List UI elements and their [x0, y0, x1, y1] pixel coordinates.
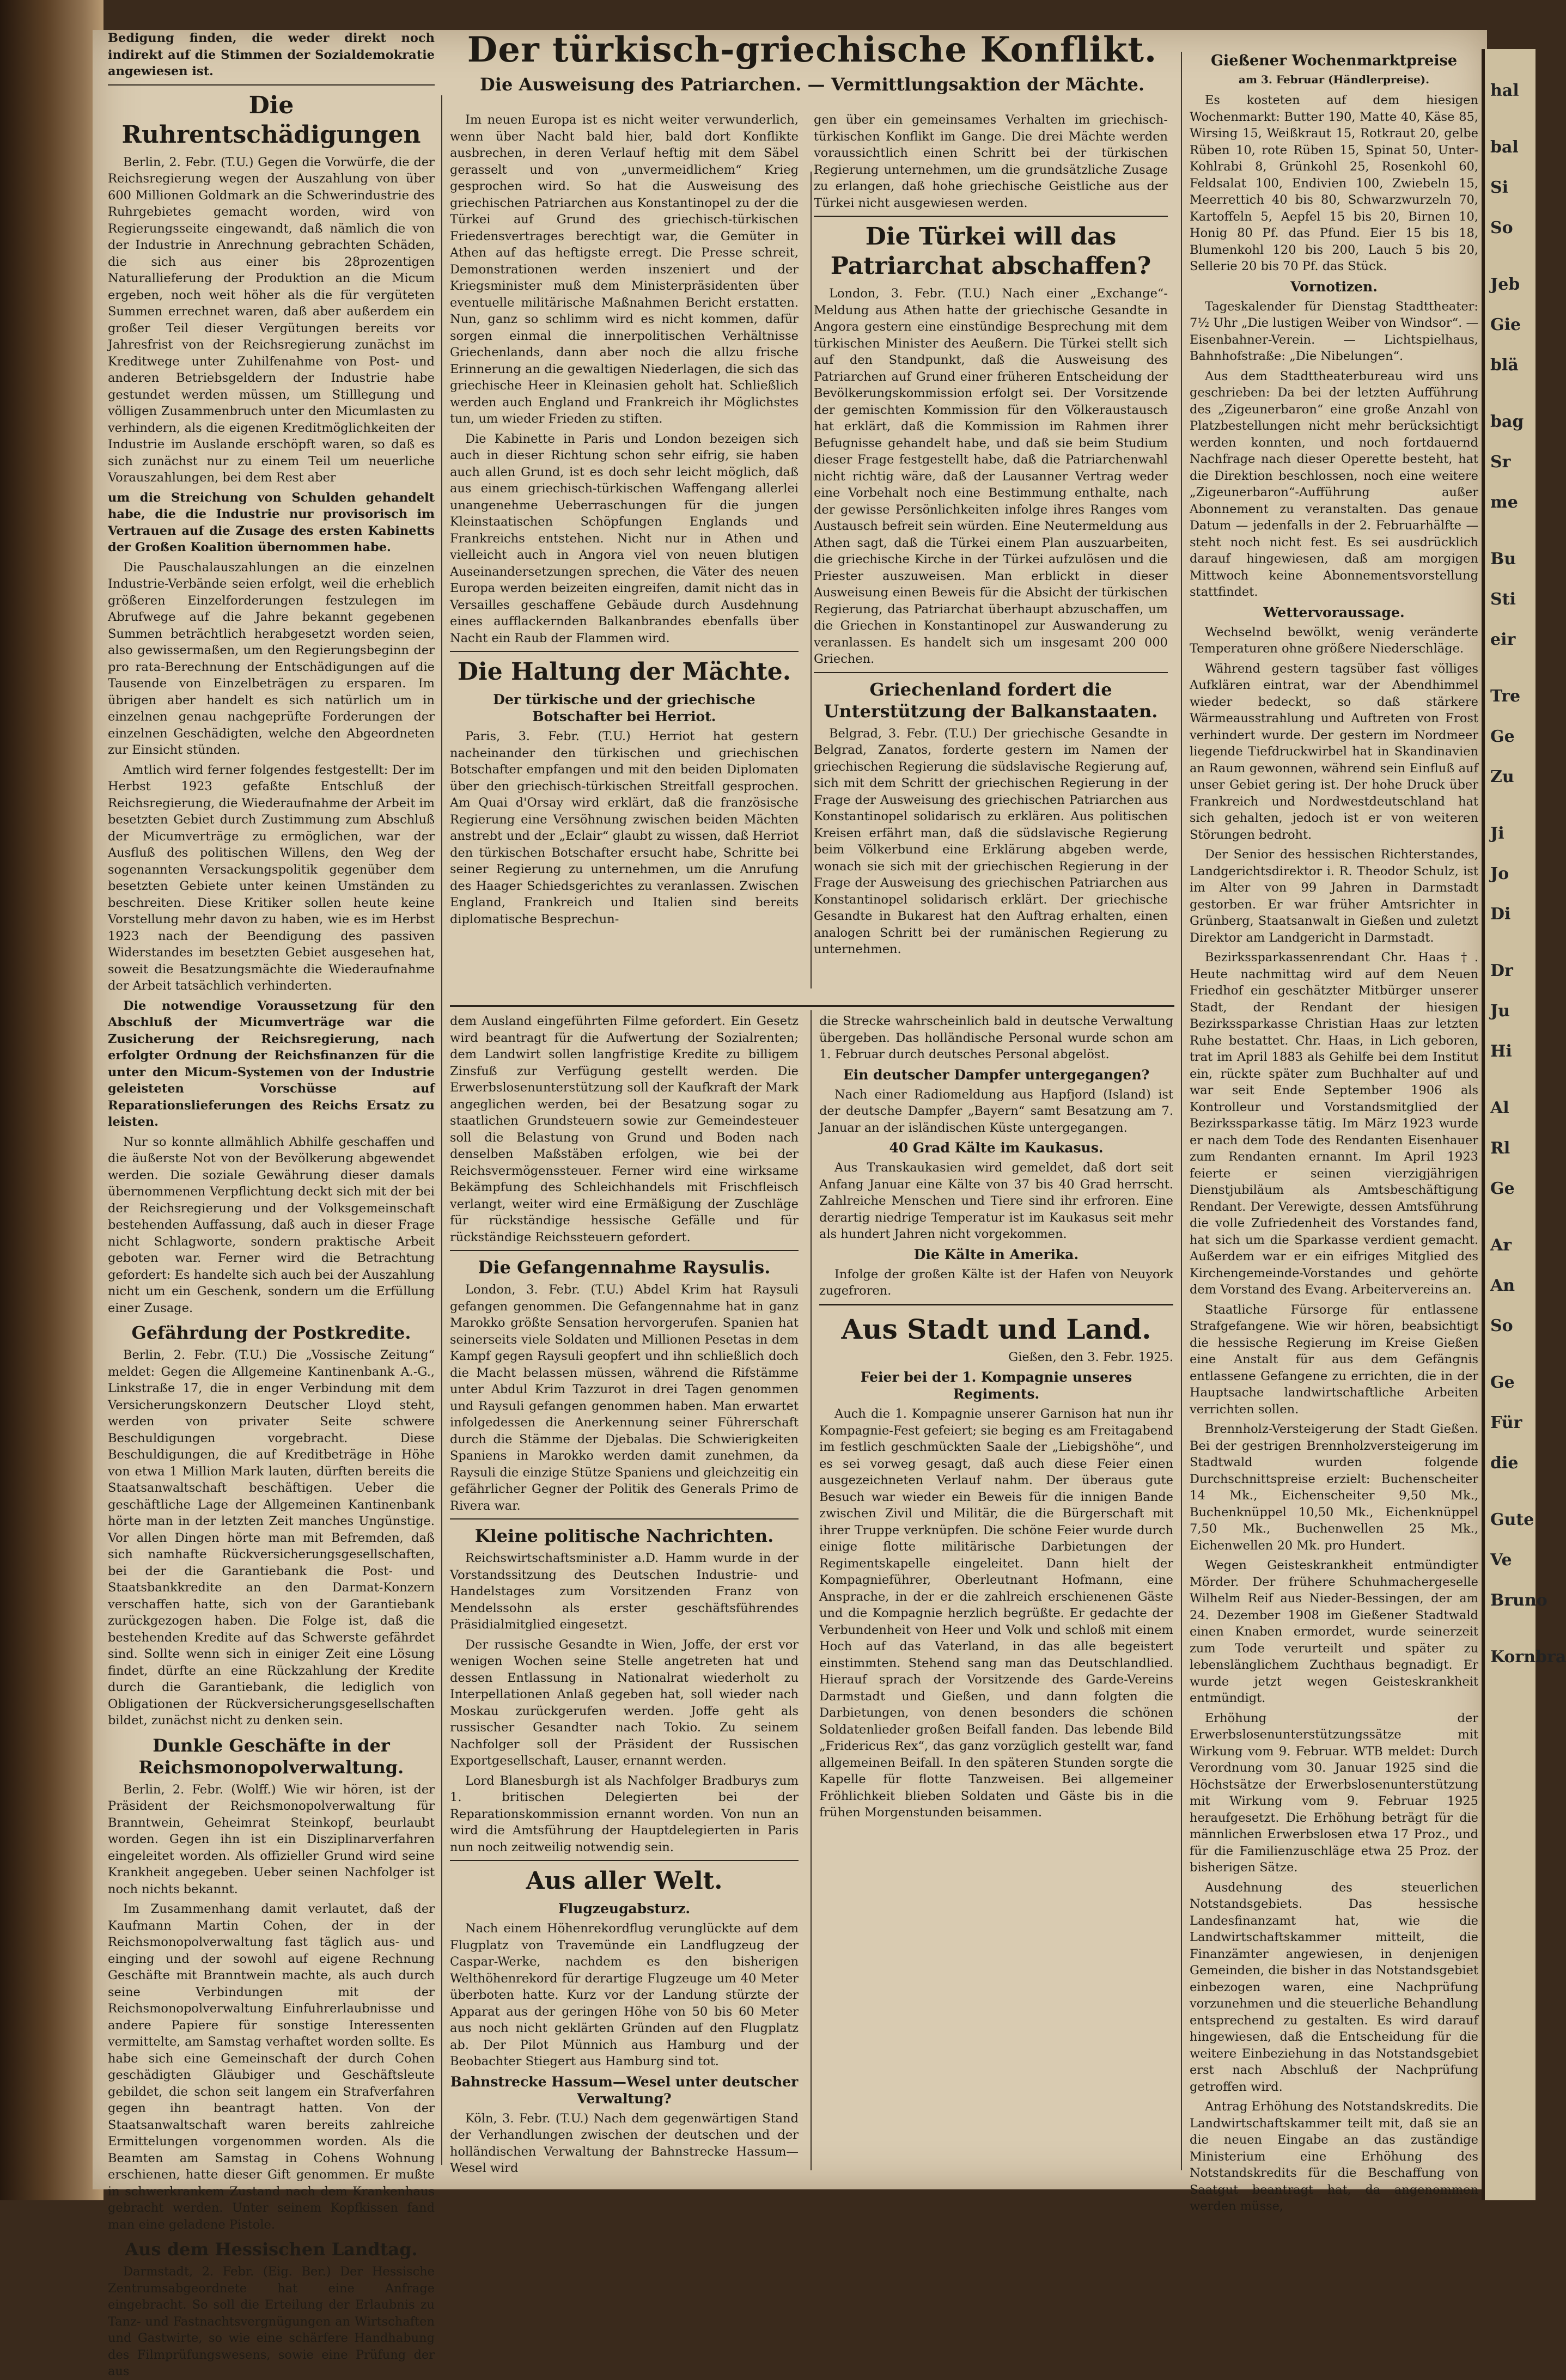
article-text: Die Kabinette in Paris und London bezeigen sich auch in dieser Richtung schon sehr eifrig, sie haben auch allen Grund, ist es doch sehr leicht möglich, daß aus einem griechisch-türkischen Waffengang allerlei unangenehme Ueberraschungen für die jungen Kleinstaatischen Schöpfungen Englands und Frankreichs entstehen. Nicht nur in Athen und vielleicht auch in Angora viel von neuen blutigen Auseinandersetzungen sprechen, die Väter des neuen Europa werden beizeiten eingreifen, damit nicht das in Versailles geschaffene Gebäude durch Ausdehnung eines aufflackernden Balkanbrandes ebenfalls über Nacht ein Raub der Flammen wird.: [450, 431, 799, 645]
adjacent-page-fragment: Bu: [1490, 550, 1516, 569]
article-text: Reichswirtschaftsminister a.D. Hamm wurde in der Vorstandssitzung des Deutschen Industrie- und Handelstages zum Vorsitzenden Franz von Mendelssohn als erster geschäftsführendes Präsidialmitglied eingesetzt.: [450, 1551, 799, 1632]
lead-col-right: [814, 112, 1168, 961]
adjacent-page-fragment: blä: [1490, 356, 1519, 375]
article-text: Der russische Gesandte in Wien, Joffe, der erst vor wenigen Wochen seine Stelle angetreten hat und dessen Entlassung in Nationalrat wiederholt zu Interpellationen Anlaß gegeben hat, soll wieder nach Moskau zurückgerufen werden. Joffe geht als russischer Gesandter nach Tokio. Zu seinem Nachfolger soll der Präsident der Russischen Exportgesellschaft, Lauser, ernannt werden.: [450, 1637, 799, 1768]
adjacent-page-fragment: Jeb: [1490, 275, 1520, 294]
column-rule: [811, 1010, 812, 2170]
adjacent-page-fragment: Si: [1490, 178, 1509, 197]
adjacent-page-fragment: Ji: [1490, 824, 1504, 843]
article-text: Nur so konnte allmählich Abhilfe geschaffen und die äußerste Not von der Bevölkerung abgewendet werden. Die soziale Gewährung dieser damals übernommenen Verpflichtung deckt sich mit der bei der Reichsregierung und der Volksgemeinschaft bestehenden Auffassung, daß auch in dieser Frage nicht Schlagworte, sondern praktische Arbeit geboten war. Ferner wird die Betrachtung gefordert: Es handelte sich auch bei der Auszahlung nicht um ein Geschenk, sondern um die Erfüllung einer Zusage.: [108, 1134, 435, 1315]
article-text: Auch die 1. Kompagnie unserer Garnison hat nun ihr Kompagnie-Fest gefeiert; sie beging es am Freitagabend im festlich geschmückten Saale der „Liebigshöhe“, und es sei vorweg gesagt, daß auch diese Feier einen ausgezeichneten Verlauf nahm. Der überaus gute Besuch war wieder ein Beweis für die innigen Bande zwischen Zivil und Militär, die die Bürgerschaft mit ihrer Truppe verknüpfen. Die schöne Feier wurde durch einige flotte militärische Darbietungen der Regimentskapelle eingeleitet. Dann hielt der Kompagnieführer, Oberleutnant Hofmann, eine Ansprache, in der er die zahlreich erschienenen Gäste und die Kompagnie herzlich begrüßte. Er gedachte der Verbundenheit von Heer und Volk und schloß mit einem Hoch auf das Vaterland, in das alle begeistert einstimmten. Stehend sang man das Deutschlandlied. Hierauf sprach der Vorsitzende des Garde-Vereins Darmstadt und Gießen, und dann folgten die Darbietungen, von denen besonders die schönen Soldatenlieder großen Beifall fanden. Das lebende Bild „Fridericus Rex“, das ganz vorzüglich gestellt war, fand allgemeinen Beifall. In den späteren Stunden sorgte die Kapelle für flotte Tanzweisen. Bei allgemeiner Fröhlichkeit blieben Soldaten und Gäste bis in die frühen Morgenstunden beisammen.: [819, 1407, 1173, 1820]
headline-lead: Der türkisch-griechische Konflikt.: [467, 29, 1157, 70]
article-text: Berlin, 2. Febr. (T.U.) Die „Vossische Zeitung“ meldet: Gegen die Allgemeine Kantinenbank A.-G., Linkstraße 17, die in enger Verbindung mit dem Versicherungskonzern Deutscher Lloyd steht, werden von privater Seite schwere Beschuldigungen vorgebracht. Diese Beschuldigungen, die auf Kreditbeträge in Höhe von etwa 1 Million Mark lauten, dürften bereits die Staatsanwaltschaft beschäftigen. Ueber die geschäftliche Lage der Allgemeinen Kantinenbank hörte man in der letzten Zeit manches Ungünstige. Vor allen Dingen hörte man mit Befremden, daß sich namhafte Rückversicherungsgesellschaften, bei der die Garantiebank die Post- und Staatsbankkredite an den Darmat-Konzern verschaffen hatte, sich von der Garantiebank zurückgezogen haben. Die Folge ist, daß die bestehenden Kredite auf das Schwerste gefährdet sind. Sollte wenn sich in einiger Zeit eine Lösung findet, dürfte an eine Rückzahlung der Kredite durch die Garantiebank, die lediglich von Obligationen der Rückversicherungsgesellschaften bildet, zunächst nicht zu denken sein.: [108, 1348, 435, 1728]
article-text: Ausdehnung des steuerlichen Notstandsgebiets. Das hessische Landesfinanzamt hat, wie die Landwirtschaftskammer mitteilt, die Finanzämter angewiesen, in denjenigen Gemeinden, die bisher in das Notstandsgebiet einbezogen waren, eine Nachprüfung vorzunehmen und die steuerliche Behandlung entsprechend zu gestalten. Es wird darauf hingewiesen, daß die Entscheidung für die weitere Einbeziehung in das Notstandsgebiet erst nach Abschluß der Nachprüfung getroffen wird.: [1190, 1880, 1478, 2094]
adjacent-page-fragment: Gie: [1490, 315, 1521, 334]
article-text: Paris, 3. Febr. (T.U.) Herriot hat gestern nacheinander den türkischen und griechischen Botschafter empfangen und mit den beiden Diplomaten über den griechisch-türkischen Streitfall gesprochen. Am Quai d'Orsay wird erklärt, daß die französische Regierung eine Versöhnung zwischen beiden Mächten anstrebt und der „Eclair“ glaubt zu wissen, daß Herriot den türkischen Botschafter ersucht habe, Schritte bei seiner Regierung zu unternehmen, um die Anrufung des Haager Schiedsgerichtes zu veranlassen. Zwischen England, Frankreich und Italien sind bereits diplomatische Besprechun-: [450, 729, 799, 926]
market-subtitle: am 3. Februar (Händlerpreise).: [1238, 73, 1430, 86]
column-rule: [441, 95, 442, 2165]
adjacent-page-fragment: So: [1490, 1316, 1513, 1335]
dateline: Gießen, den 3. Febr. 1925.: [1008, 1350, 1173, 1364]
article-text: London, 3. Febr. (T.U.) Abdel Krim hat Raysuli gefangen genommen. Die Gefangennahme hat in ganz Marokko größte Sensation hervorgerufen. Spanien hat seinerseits viele Soldaten und Millionen Pesetas in dem Kampf gegen Raysuli geopfert und ihn schließlich doch die Macht belassen müssen, während die Rifstämme unter Abdul Krim Tazzurot in drei Tagen genommen und Raysuli gefangen genommen haben. Man erwartet infolgedessen die Anerkennung seiner Führerschaft durch die Stämme der Djebalas. Die Schwierigkeiten Spaniens in Marokko werden damit zunehmen, da Raysuli die einzige Stütze Spaniens und gleichzeitig ein gefährlicher Gegner der Politik des Generals Primo de Rivera war.: [450, 1283, 799, 1513]
subheadline-dampfer: Ein deutscher Dampfer untergegangen?: [843, 1066, 1150, 1083]
adjacent-page-fragment: Dr: [1490, 961, 1513, 980]
adjacent-page-fragment: Jo: [1490, 864, 1509, 883]
divider: [814, 216, 1168, 217]
article-text: Wegen Geisteskrankheit entmündigter Mörder. Der frühere Schuhmachergeselle Wilhelm Reif aus Nieder-Bessingen, der am 24. Dezember 1908 im Gießener Stadtwald einen Knaben ermordet, wurde seinerzeit zum Tode verurteilt und später zu lebenslänglichem Zuchthaus begnadigt. Er wurde jetzt wegen Geisteskrankheit entmündigt.: [1190, 1558, 1478, 1705]
column-rule: [811, 172, 812, 988]
adjacent-page-fragment: Al: [1490, 1099, 1509, 1118]
headline-landtag: Aus dem Hessischen Landtag.: [125, 2239, 418, 2260]
column-2-lower: [450, 1013, 799, 2184]
article-text: Belgrad, 3. Febr. (T.U.) Der griechische Gesandte in Belgrad, Zanatos, forderte gestern im Namen der griechischen Regierung die südslavische Regierung auf, sich mit dem Schritt der griechischen Regierung in der Frage der Ausweisung des griechischen Patriarchen aus Konstantinopel solidarisch zu erklären. Aus politischen Kreisen erfährt man, daß die südslavische Regierung beim Völkerbund eine Erklärung abgeben werde, wonach sie sich mit der griechischen Regierung in der Frage der Ausweisung des griechischen Patriarchen aus Konstantinopel solidarisch erklärt. Der griechische Gesandte in Bukarest hat den Auftrag erhalten, einen analogen Schritt bei der rumänischen Regierung zu unternehmen.: [814, 726, 1168, 956]
adjacent-page-fragment: Ge: [1490, 1179, 1515, 1198]
divider: [814, 672, 1168, 673]
subheadline-lead: Die Ausweisung des Patriarchen. — Vermittlungsaktion der Mächte.: [480, 74, 1144, 95]
headline-reichsmonopol: Dunkle Geschäfte in der Reichsmonopolverwaltung.: [138, 1735, 404, 1778]
article-text: Im neuen Europa ist es nicht weiter verwunderlich, wenn über Nacht bald hier, bald dort Konflikte ausbrechen, in deren Verlauf heftig mit dem Säbel gerasselt und von „unvermeidlichem“ Krieg gesprochen wird. So hat die Ausweisung des griechischen Patriarchen aus Konstantinopel zu der die Türkei auf Grund des griechisch-türkischen Friedensvertrages berechtigt war, die Gemüter in Athen auf das heftigste erregt. Die Presse schreit, Demonstrationen werden inszeniert und der Kriegsminister muß dem Ministerpräsidenten über eventuelle militärische Maßnahmen Bericht erstatten. Nun, ganz so schlimm wird es nicht kommen, dafür sorgen einmal die innerpolitischen Verhältnisse Griechenlands, dann aber noch die allzu frische Erinnerung an die gewaltigen Niederlagen, die sich das griechische Heer in Kleinasien geholt hat. Schließlich werden auch England und Frankreich ihr Möglichstes tun, um wieder Frieden zu stiften.: [450, 113, 799, 426]
adjacent-page-fragment: me: [1490, 493, 1518, 512]
adjacent-page-fragment: Ge: [1490, 1373, 1515, 1392]
divider: [108, 84, 435, 86]
section-divider: [450, 1005, 1174, 1007]
headline-market: [1190, 52, 1478, 88]
subheadline-haltung: Der türkische und der griechische Botschafter bei Herriot.: [493, 692, 755, 724]
adjacent-page-fragment: Für: [1490, 1413, 1522, 1432]
newspaper-page: [93, 29, 1487, 2378]
subheadline-flugzeug: Flugzeugabsturz.: [558, 1901, 691, 1917]
adjacent-page-edge: [1482, 49, 1566, 2200]
adjacent-page-fragment: bag: [1490, 412, 1524, 431]
adjacent-page-fragments: [1485, 49, 1566, 1667]
article-text: Nach einem Höhenrekordflug verunglückte auf dem Flugplatz von Travemünde ein Landflugzeug der Caspar-Werke, nachdem es den bisherigen Welthöhenrekord für derartige Flugzeuge um 40 Meter überboten hatte. Kurz vor der Landung stürzte der Apparat aus der geringen Höhe von 50 bis 60 Meter aus noch nicht geklärten Gründen auf den Flugplatz ab. Der Pilot Münnich aus Hamburg und der Beobachter Stiegert aus Hamburg sind tot.: [450, 1921, 799, 2068]
column-4: [1190, 30, 1478, 2213]
article-text: die Strecke wahrscheinlich bald in deutsche Verwaltung übergeben. Das holländische Personal wurde schon am 1. Februar durch deutsches Personal abgelöst.: [819, 1014, 1173, 1061]
article-text: Staatliche Fürsorge für entlassene Strafgefangene. Wie wir hören, beabsichtigt die hessische Regierung im Kreise Gießen eine Anstalt für aus dem Gefängnis entlassene Gefangene zu errichten, die in der Hauptsache landwirtschaftliche Arbeiten verrichten sollen.: [1190, 1302, 1478, 1417]
adjacent-page-fragment: eir: [1490, 630, 1516, 649]
adjacent-page-fragment: Tre: [1490, 687, 1521, 706]
subheadline-wetter: Wettervoraussage.: [1263, 604, 1405, 620]
divider: [819, 1304, 1173, 1305]
article-text: Es kosteten auf dem hiesigen Wochenmarkt: Butter 190, Matte 40, Käse 85, Wirsing 15, Weißkraut 15, Rotkraut 20, gelbe Rüben 10, rote Rüben 15, Spinat 50, Unter-Kohlrabi 8, Grünkohl 25, Rosenkohl 60, Feldsalat 100, Endivien 100, Zwiebeln 15, Meerrettich 40 bis 80, Schwarzwurzeln 70, Kartoffeln 5, Aepfel 15 bis 20, Birnen 10, Honig 80 Pf. das Pfund. Eier 15 bis 18, Blumenkohl 120 bis 200, Lauch 5 bis 20, Sellerie 20 bis 70 Pf. das Stück.: [1190, 93, 1478, 273]
headline-welt: Aus aller Welt.: [526, 1867, 723, 1895]
article-text: Die Pauschalauszahlungen an die einzelnen Industrie-Verbände seien erfolgt, weil die erheblich größeren Einzelforderungen festzulegen im Abrufwege auf die Jahre bekannt gegebenen Summen beträchtlich herabgesetzt worden seien, also gewissermaßen, um den Regierungsbeginn der pro rata-Berechnung der Entschädigungen auf die Tausende von Einzelbeträgen zu ersparen. Im übrigen aber handelt es sich natürlich um in einzelnen genau nachgeprüfte Forderungen der einzelnen Geschädigten, welche den Abgeordneten zur Einsicht stünden.: [108, 560, 435, 757]
column-rule: [1181, 52, 1182, 2170]
market-title: Gießener Wochenmarktpreise: [1210, 52, 1457, 69]
divider: [450, 1250, 799, 1251]
article-text: Berlin, 2. Febr. (Wolff.) Wie wir hören, ist der Präsident der Reichsmonopolverwaltung für Branntwein, Geheimrat Steinkopf, beurlaubt worden. Gegen ihn ist ein Disziplinarverfahren eingeleitet worden. Als offizieller Grund wird seine Krankheit angegeben. Ueber seinen Nachfolger ist noch nichts bekannt.: [108, 1782, 435, 1896]
article-text: Tageskalender für Dienstag Stadttheater: 7½ Uhr „Die lustigen Weiber von Windsor“. — Eisenbahner-Verein. — Lichtspielhaus, Bahnhofstraße: „Die Nibelungen“.: [1190, 299, 1478, 363]
article-text-bold: um die Streichung von Schulden gehandelt habe, die die Industrie nur provisorisch im Vertrauen auf die Zusage des ersten Kabinetts der Großen Koalition übernommen habe.: [108, 490, 435, 554]
article-text: Während gestern tagsüber fast völliges Aufklären eintrat, war der Abendhimmel wieder bedeckt, so daß stärkere Wärmeausstrahlung und Auftreten von Frost verhindert wurde. Der gestern im Nordmeer liegende Tiefdruckwirbel hat in Skandinavien an Raum gewonnen, während sein Einfluß auf unser Gebiet gering ist. Der hohe Druck über Frankreich und Nordwestdeutschland hat sich gehalten, jedoch ist er von weiteren Störungen bedroht.: [1190, 661, 1478, 842]
adjacent-page-fragment: Sti: [1490, 590, 1516, 609]
adjacent-page-fragment: Ve: [1490, 1551, 1512, 1570]
lead-col-left: [450, 112, 799, 931]
adjacent-page-fragment: So: [1490, 218, 1513, 237]
adjacent-page-fragment: Ge: [1490, 727, 1515, 746]
subheadline-amerika: Die Kälte in Amerika.: [913, 1246, 1079, 1262]
adjacent-page-fragment: Kornbra: [1490, 1647, 1566, 1667]
adjacent-page-fragment: Di: [1490, 905, 1511, 924]
headline-griechenland: Griechenland fordert die Unterstützung der Balkanstaaten.: [824, 679, 1158, 722]
column-3-lower: [819, 1013, 1173, 2184]
article-text: Erhöhung der Erwerbslosenunterstützungssätze mit Wirkung vom 9. Februar. WTB meldet: Durch Verordnung vom 30. Januar 1925 sind die Höchstsätze der Erwerbslosenunterstützung mit Wirkung vom 9. Februar 1925 heraufgesetzt. Die Erhöhung beträgt für die männlichen Erwerbslosen etwa 17 Proz., und für die Familienzuschläge etwa 25 Proz. der bisherigen Sätze.: [1190, 1711, 1478, 1875]
article-text: Nach einer Radiomeldung aus Hapfjord (Island) ist der deutsche Dampfer „Bayern“ samt Besatzung am 7. Januar an der isländischen Küste untergegangen.: [819, 1087, 1173, 1135]
article-text: Bezirkssparkassenrendant Chr. Haas †. Heute nachmittag wird auf dem Neuen Friedhof ein geschätzter Mitbürger unserer Stadt, der Rendant der hiesigen Bezirkssparkasse Christian Haas zur letzten Ruhe bestattet. Chr. Haas, in Lich geboren, trat im April 1883 als Gehilfe bei dem Institut ein, rückte später zum Buchhalter auf und war seit Ende September 1906 als Kontrolleur und Vorstandsmitglied der Bezirkssparkasse tätig. Im März 1923 wurde er nach dem Tode des Rendanten Eisenhauer zum Rendanten ernannt. Im April 1923 feierte er seinen vierzigjährigen Dienstjubiläum als Amtsbeschäftigung Rendant. Der Verewigte, dessen Amtsführung die volle Zufriedenheit des Vorstandes fand, hat sich um die Sparkasse verdient gemacht. Außerdem war er ein eifriges Mitglied des Kirchengemeinde-Vorstandes und gehörte dem Vorstand des Evang. Arbeitervereins an.: [1190, 950, 1478, 1297]
adjacent-page-fragment: Rl: [1490, 1139, 1510, 1158]
article-text: Aus dem Stadttheaterbureau wird uns geschrieben: Da bei der letzten Aufführung des „Zigeunerbaron“ eine große Anzahl von Platzbestellungen nicht mehr berücksichtigt werden konnten, und noch fortdauernd Nachfrage nach dieser Operette besteht, hat die Direktion beschlossen, noch eine weitere „Zigeunerbaron“-Aufführung außer Abonnement zu veranstalten. Das genaue Datum — jedenfalls in der 2. Februarhälfte — steht noch nicht fest. Es sei ausdrücklich darauf hingewiesen, daß am morgigen Mittwoch keine Abonnementsvorstellung stattfindet.: [1190, 369, 1478, 599]
book-binding: [0, 0, 103, 2200]
article-text: Lord Blanesburgh ist als Nachfolger Bradburys zum 1. britischen Delegierten bei der Reparationskommission ernannt worden. Von nun an wird die Amtsführung der Hauptdelegierten in Paris nun noch zeitweilig notwendig sein.: [450, 1773, 799, 1854]
adjacent-page-fragment: Ju: [1490, 1002, 1510, 1021]
article-text: dem Ausland eingeführten Filme gefordert. Ein Gesetz wird beantragt für die Aufwertung der Sozialrenten; dem Landwirt sollen langfristige Kredite zu billigem Zinsfuß zur Verfügung gestellt werden. Die Erwerbslosenunterstützung soll der Kaufkraft der Mark angeglichen werden, bei der Besatzung sogar zu staatlichen Grundsteuern sowie zur Gemeindesteuer soll die Belastung von Grund und Boden nach denselben Maßstäben erfolgen, wie bei der Reichsvermögenssteuer. Ferner wird eine wirksame Bekämpfung des Schleichhandels mit Frischfleisch verlangt, weiter wird eine Ermäßigung der Zuschläge für rückständige hessische Gefälle und für rückständige Reichssteuern gefordert.: [450, 1014, 799, 1244]
article-text: Infolge der großen Kälte ist der Hafen von Neuyork zugefroren.: [819, 1267, 1173, 1298]
adjacent-page-fragment: bal: [1490, 138, 1519, 157]
headline-kleine: Kleine politische Nachrichten.: [474, 1525, 774, 1546]
adjacent-page-fragment: Bruno: [1490, 1591, 1547, 1610]
adjacent-page-fragment: die: [1490, 1454, 1519, 1473]
article-text: Der Senior des hessischen Richterstandes, Landgerichtsdirektor i. R. Theodor Schulz, ist im Alter von 99 Jahren in Darmstadt gestorben. Er war früher Amtsrichter in Grünberg, Staatsanwalt in Gießen und zuletzt Direktor am Landgericht in Darmstadt.: [1190, 847, 1478, 945]
adjacent-page-fragment: Ar: [1490, 1236, 1512, 1255]
subheadline-vornotizen: Vornotizen.: [1290, 278, 1378, 295]
article-text: Antrag Erhöhung des Notstandskredits. Die Landwirtschaftskammer teilt mit, daß sie an die neuen Eingabe an das zuständige Ministerium eine Erhöhung des Notstandskredits für die Beschaffung von Saatgut beantragt hat, da angenommen werden müsse,: [1190, 2100, 1478, 2213]
headline-ruhr: Die Ruhrentschädigungen: [121, 91, 421, 149]
article-text-bold: Die notwendige Voraussetzung für den Abschluß der Micumverträge war die Zusicherung der Reichsregierung, nach erfolgter Ordnung der Reichsfinanzen für die unter den Micum-Systemen von der Industrie geleisteten Vorschüsse auf Reparationslieferungen des Reichs Ersatz zu leisten.: [108, 998, 435, 1129]
adjacent-page-fragment: Gute: [1490, 1510, 1534, 1529]
article-text: Brennholz-Versteigerung der Stadt Gießen. Bei der gestrigen Brennholzversteigerung im Stadtwald wurden folgende Durchschnittspreise erzielt: Buchenscheiter 14 Mk., Eichenscheiter 9,50 Mk., Buchenknüppel 10,50 Mk., Eichenknüppel 7,50 Mk., Buchenwellen 25 Mk., Eichenwellen 20 Mk. pro Hundert.: [1190, 1422, 1478, 1553]
headline-postkredite: Gefährdung der Postkredite.: [131, 1322, 411, 1343]
article-text: Berlin, 2. Febr. (T.U.) Gegen die Vorwürfe, die der Reichsregierung wegen der Auszahlung von über 600 Millionen Goldmark an die Schwerindustrie des Ruhrgebietes gemacht worden, wird von Regierungsseite eingewandt, daß nämlich die von der Industrie in Anrechnung gebrachten Schäden, die sich aus einer bis 28prozentigen Naturallieferung der Produktion an die Micum ergeben, noch weit höher als die für vergüteten Summen errechnet waren, daß aber außerdem ein großer Teil dieser Vergütungen bereits vor Jahresfrist von der Reichsregierung zunächst im Kreditwege unter Zuhilfenahme von Post- und anderen Betriebsgeldern der Industrie habe gestundet werden müssen, um Stilllegung und völligen Zusammenbruch unter den Micumlasten zu verhindern, als die eigenen Kreditmöglichkeiten der Industrie im Auslande erschöpft waren, so daß es sich zunächst nur zu einem Teil um neuerliche Vorauszahlungen, bei dem Rest aber: [108, 155, 435, 485]
article-text: Im Zusammenhang damit verlautet, daß der Kaufmann Martin Cohen, der in der Reichsmonopolverwaltung fast täglich aus- und einging und der sowohl auf eigene Rechnung Geschäfte mit Branntwein machte, als auch durch seine Verbindungen mit der Reichsmonopolverwaltung Einfuhrerlaubnisse und andere Papiere für sonstige Interessenten vermittelte, am Samstag verhaftet worden sollte. Es habe sich eine Gemeinschaft der durch Cohen geschädigten Gläubiger und Geschäftsleute gebildet, die schon seit langem ein Strafverfahren gegen ihn beantragt hatten. Von der Staatsanwaltschaft waren bereits zahlreiche Ermittelungen vorgenommen worden. Als die Beamten am Samstag in Cohens Wohnung erschienen, hatte dieser Gift genommen. Er mußte in schwerkrankem Zustand nach dem Krankenhaus gebracht werden. Unter seinem Kopfkissen fand man eine geladene Pistole.: [108, 1902, 435, 2232]
subheadline-kaelte: 40 Grad Kälte im Kaukasus.: [889, 1140, 1104, 1156]
article-text: gen über ein gemeinsames Verhalten im griechisch-türkischen Konflikt im Gange. Die drei Mächte werden voraussichtlich einen Schritt bei der türkischen Regierung unternehmen, um die grundsätzliche Zusage zu erlangen, daß hohe griechische Geistliche aus der Türkei nicht ausgewiesen werden.: [814, 113, 1168, 210]
divider: [450, 1518, 799, 1519]
headline-raysuli: Die Gefangennahme Raysulis.: [478, 1257, 771, 1278]
adjacent-page-fragment: Zu: [1490, 767, 1514, 786]
headline-stadt-land: Aus Stadt und Land.: [841, 1313, 1151, 1345]
adjacent-page-fragment: Sr: [1490, 453, 1511, 472]
column-1: [108, 30, 435, 2378]
article-text: Wechselnd bewölkt, wenig veränderte Temperaturen ohne größere Niederschläge.: [1190, 625, 1478, 656]
subheadline-bahn: Bahnstrecke Hassum—Wesel unter deutscher Verwaltung?: [450, 2073, 799, 2107]
divider: [450, 651, 799, 652]
article-text: London, 3. Febr. (T.U.) Nach einer „Exchange“-Meldung aus Athen hatte der griechische Gesandte in Angora gestern eine einstündige Besprechung mit dem türkischen Minister des Aeußern. Die Türkei stellt sich auf den Standpunkt, daß die Ausweisung des Patriarchen auf Grund einer früheren Entscheidung der Bevölkerungskommission erfolgt sei. Der Vorsitzende der gemischten Kommission für den Völkeraustausch hat erklärt, daß die Kommission im Rahmen ihrer Befugnisse gehandelt habe, und daß sie beim Studium dieser Frage festgestellt habe, daß die Patriarchenwahl nicht richtig wäre, daß der Lausanner Vertrag weder eine Vorbehalt noch eine Bestimmung enthalte, nach der gewisse Persönlichkeiten infolge ihres Ranges vom Austausch befreit sein würden. Eine Neutermeldung aus Athen sagt, daß die Türkei einem Plan auszuarbeiten, die griechische Kirche in der Türkei aufzulösen und die Priester auszuweisen. Man erblickt in dieser Ausweisung einen Beweis für die Absicht der türkischen Regierung, das Patriarchat überhaupt abzuschaffen, um die Griechen in Konstantinopel zur Auswanderung zu veranlassen. Es handelt sich um insgesamt 200 000 Griechen.: [814, 286, 1168, 666]
article-text: Amtlich wird ferner folgendes festgestellt: Der im Herbst 1923 gefaßte Entschluß der Reichsregierung, die Wiederaufnahme der Arbeit im besetzten Gebiet durch Zustimmung zum Abschluß der Micumverträge zu ermöglichen, war der Ausfluß des politischen Willens, den Weg der sogenannten Versackungspolitik gegenüber dem besetzten Gebiete unter keinen Umständen zu beschreiten. Diese Kritiker sollen heute keine Vorstellung mehr davon zu haben, wie es im Herbst 1923 nach der Beendigung des passiven Widerstandes im besetzten Gebiet ausgesehen hat, soweit die Besatzungsmächte die Wiederaufnahme der Arbeit tatsächlich verhinderten.: [108, 762, 435, 993]
intro-text: Bedigung finden, die weder direkt noch indirekt auf die Stimmen der Sozialdemokratie angewiesen ist.: [108, 31, 435, 78]
adjacent-page-fragment: An: [1490, 1276, 1515, 1295]
article-text: Darmstadt, 2. Febr. (Eig. Ber.) Der Hessische Zentrumsabgeordnete hat eine Anfrage eingebracht. So soll die Erteilung der Erlaubnis zu Tanz- und Fastnachtsvergnügungen an Wirtschaften und Gastwirte, so wie eine schärfere Handhabung des Filmprüfungswesens, sowie eine Prüfung der aus: [108, 2265, 435, 2378]
headline-patriarch: Die Türkei will das Patriarchat abschaffen?: [830, 223, 1151, 280]
headline-haltung: Die Haltung der Mächte.: [457, 658, 791, 686]
subheadline-feier: Feier bei der 1. Kompagnie unseres Regiments.: [860, 1369, 1132, 1402]
adjacent-page-fragment: hal: [1490, 81, 1519, 100]
article-text: Köln, 3. Febr. (T.U.) Nach dem gegenwärtigen Stand der Verhandlungen zwischen der deutschen und der holländischen Verwaltung der Bahnstrecke Hassum—Wesel wird: [450, 2111, 799, 2175]
divider: [450, 1860, 799, 1861]
lead-article: [450, 30, 1174, 1010]
adjacent-page-fragment: Hi: [1490, 1042, 1512, 1061]
article-text: Aus Transkaukasien wird gemeldet, daß dort seit Anfang Januar eine Kälte von 37 bis 40 Grad herrscht. Zahlreiche Menschen und Tiere sind ihr erfroren. Eine derartig niedrige Temperatur ist im Kaukasus seit mehr als hundert Jahren nicht vorgekommen.: [819, 1161, 1173, 1241]
